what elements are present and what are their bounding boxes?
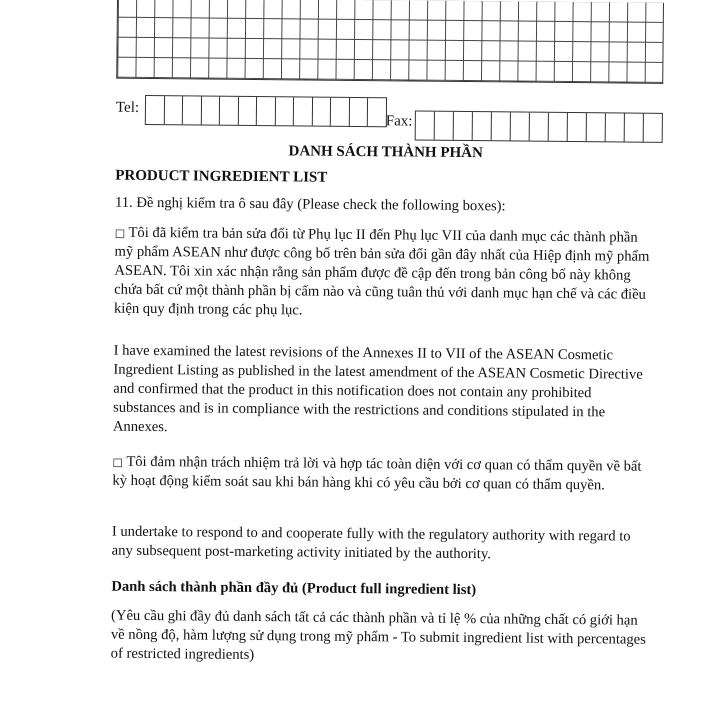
fax-label: Fax: bbox=[385, 113, 413, 130]
tel-label: Tel: bbox=[115, 99, 140, 116]
address-entry-grid[interactable] bbox=[116, 0, 664, 84]
full-list-note: (Yêu cầu ghi đầy đủ danh sách tất cả các thành phần và tỉ lệ % của những chất có giới hạn về nồng độ, hàm lượng sử dụng trong mỹ phẩm - To submit ingredient list with percentages of restricted ingredients) bbox=[110, 607, 646, 664]
full-list-title-wrap bbox=[111, 578, 654, 602]
section-title-vn: DANH SÁCH THÀNH PHẦN bbox=[288, 143, 483, 162]
checkbox-1-label: Tôi đã kiểm tra bản sửa đổi từ Phụ lục II đến Phụ lục VII của danh mục các thành phần mỹ phẩm ASEAN như được công bố trên bản sửa đổi gần đây nhất của Hiệp định mỹ phẩm ASEAN. Tôi xin xác nhận rằng sản phẩm được đề cập đến trong bản công bố này không chứa bất cứ một thành phần bị cấm nào và cũng tuân thủ với danh mục hạn chế và các điều kiện quy định trong các phụ lục. bbox=[113, 224, 650, 319]
section-title-en: PRODUCT INGREDIENT LIST bbox=[115, 167, 328, 186]
checkbox-2-text-en: I undertake to respond to and cooperate fully with the regulatory authority with regard to any subsequent post-marketing activity initiated by the authority. bbox=[111, 523, 631, 563]
checkbox-1-text-en: I have examined the latest revisions of the Annexes II to VII of the ASEAN Cosmetic Ingredient Listing as published in the latest amendment of the ASEAN Cosmetic Directive and confirmed that the product in this notification does not contain any prohibited substances and is in compliance with the restrictions and conditions stipulated in the Annexes. bbox=[112, 342, 643, 436]
tel-entry-boxes[interactable] bbox=[145, 95, 387, 127]
fax-entry-boxes[interactable] bbox=[415, 111, 663, 143]
checkbox-1[interactable]: □ bbox=[114, 226, 126, 240]
checkbox-1-text-vn bbox=[114, 224, 658, 324]
checkbox-2-text-vn bbox=[112, 453, 655, 496]
checkbox-2-label: Tôi đảm nhận trách nhiệm trả lời và hợp tác toàn diện với cơ quan có thẩm quyền về bất kỳ hoạt động kiểm soát sau khi bán hàng khi có yêu cầu bởi cơ quan có thẩm quyền. bbox=[112, 453, 642, 494]
item-11-instruction: 11. Đề nghị kiểm tra ô sau đây (Please check the following boxes): bbox=[114, 194, 506, 215]
checkbox-2[interactable]: □ bbox=[112, 455, 124, 469]
full-list-title: Danh sách thành phần đầy đủ (Product full ingredient list) bbox=[111, 578, 477, 599]
